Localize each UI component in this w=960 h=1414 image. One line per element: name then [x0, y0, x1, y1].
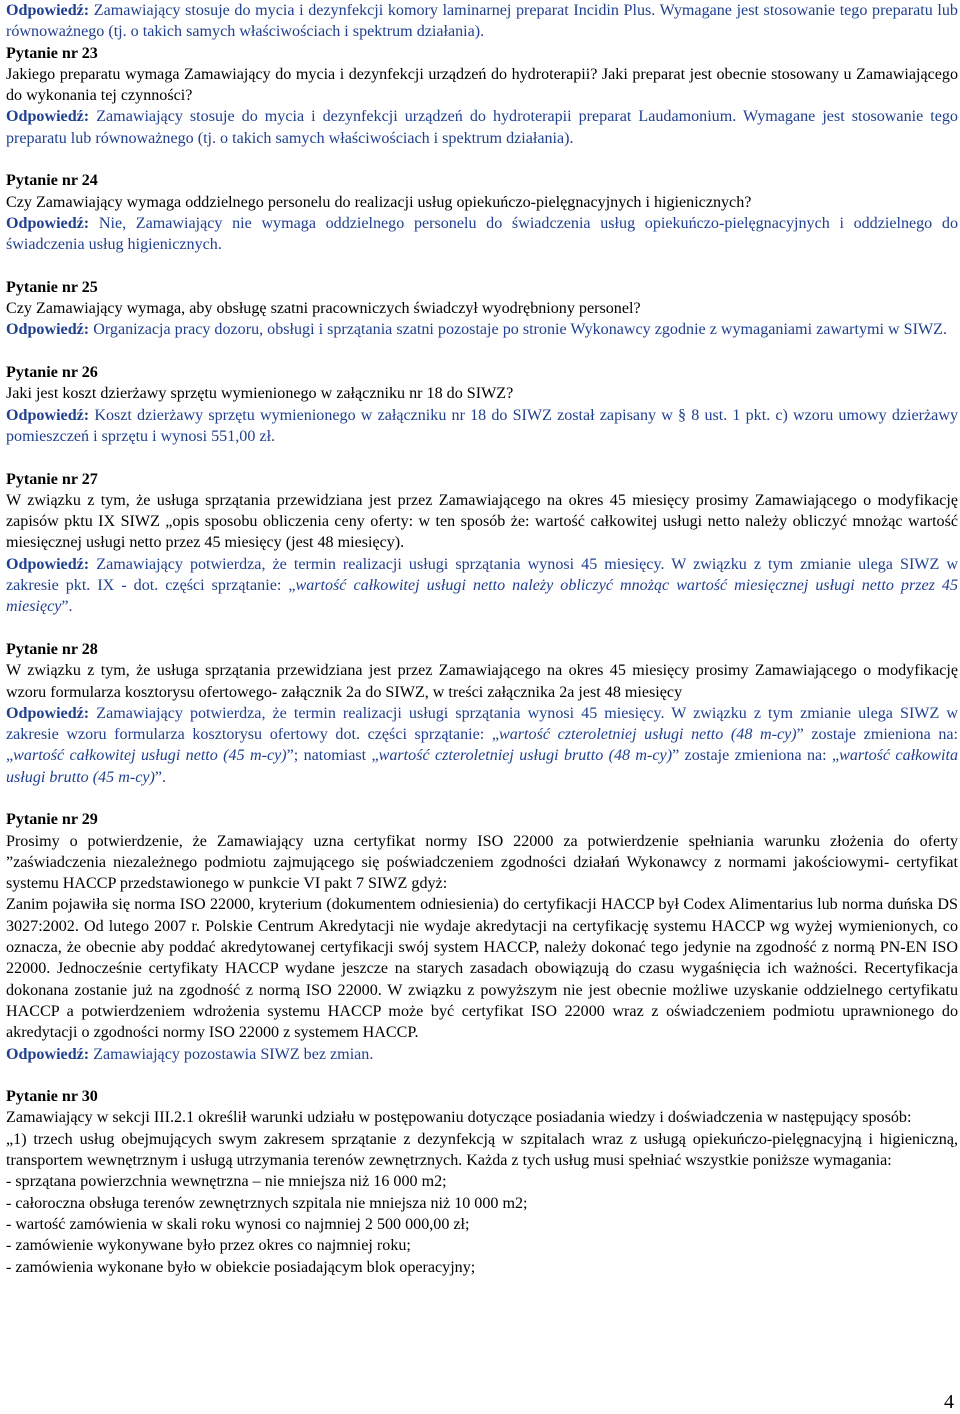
question-heading: Pytanie nr 30	[6, 1088, 98, 1106]
answer-text: ”.	[154, 768, 167, 786]
requirement-item: - zamówienia wykonane było w obiekcie posiadającym blok operacyjny;	[6, 1258, 476, 1276]
answer-text: ” zostaje zmieniona na: „	[672, 747, 840, 765]
question-section-27	[6, 469, 958, 618]
answer-paragraph	[6, 554, 958, 618]
answer-italic-text: wartość całkowitej usługi netto (45 m-cy)	[13, 747, 287, 765]
answer-label: Odpowiedź:	[6, 555, 90, 573]
question-text: W związku z tym, że usługa sprzątania przewidziana jest przez Zamawiającego na okres 45 miesięcy prosimy Zamawiającego o modyfikację zapisów pktu IX SIWZ „opis sposobu obliczenia ceny oferty: w ten sposób że: wartość całkowitej usługi netto należy obliczyć mnożąc wartość miesięcznej usługi netto przez 45 miesięcy (jest 48 miesięcy).	[6, 491, 958, 552]
answer-paragraph	[6, 213, 958, 256]
question-section-29	[6, 809, 958, 1065]
question-section-25	[6, 277, 958, 341]
answer-label: Odpowiedź:	[6, 108, 90, 126]
answer-text: Zamawiający pozostawia SIWZ bez zmian.	[93, 1045, 374, 1063]
document-page	[6, 0, 958, 1278]
answer-italic-text: wartość całkowita usługi brutto (45 m-cy)	[6, 747, 958, 786]
answer-label: Odpowiedź:	[6, 214, 90, 232]
answer-italic-text: wartość czteroletniej usługi netto (48 m-cy)	[499, 726, 797, 744]
answer-paragraph	[6, 319, 958, 340]
quoted-requirement: „1) trzech usług obejmujących swym zakresem sprzątanie z dezynfekcją w szpitalach wraz z usługą opiekuńczo-pielęgnacyjną i higieniczną, transportem wewnętrznym i usługą utrzymania terenów zewnętrznych. Każda z tych usług musi spełniać wszystkie poniższe wymagania:	[6, 1130, 958, 1170]
question-heading: Pytanie nr 24	[6, 172, 98, 190]
question-text: Zamawiający w sekcji III.2.1 określił warunki udziału w postępowaniu dotyczące posiadania wiedzy i doświadczenia w następujący sposób:	[6, 1109, 912, 1127]
answer-paragraph	[6, 106, 958, 149]
question-text: Czy Zamawiający wymaga, aby obsługę szatni pracowniczych świadczył wyodrębniony personel?	[6, 300, 641, 318]
answer-label: Odpowiedź:	[6, 1045, 90, 1063]
answer-italic-text: wartość czteroletniej usługi brutto (48 m-cy)	[378, 747, 673, 765]
page-number: 4	[944, 1391, 954, 1413]
answer-text: ” zostaje zmieniona na: „	[6, 726, 958, 765]
answer-text: ”; natomiast „	[286, 747, 379, 765]
question-text: W związku z tym, że usługa sprzątania przewidziana jest przez Zamawiającego na okres 45 miesięcy prosimy Zamawiającego o modyfikację wzoru formularza kosztorysu ofertowego- załącznik 2a do SIWZ, w treści załącznika 2a jest 48 miesięcy	[6, 662, 958, 701]
question-section-28	[6, 639, 958, 788]
answer-label: Odpowiedź:	[6, 2, 90, 19]
answer-paragraph	[6, 405, 958, 448]
question-heading: Pytanie nr 29	[6, 811, 98, 829]
answer-label: Odpowiedź:	[6, 704, 90, 722]
question-text: Jaki jest koszt dzierżawy sprzętu wymienionego w załączniku nr 18 do SIWZ?	[6, 385, 514, 403]
answer-text: Zamawiający potwierdza, że termin realizacji usługi sprzątania wynosi 45 miesięcy. W związku z tym zmianie ulega SIWZ w zakresie wzoru formularza kosztorysu ofertowy dot. części sprzątanie: „	[6, 704, 958, 744]
requirement-item: - całoroczna obsługa terenów zewnętrznych szpitala nie mniejsza niż 10 000 m2;	[6, 1194, 528, 1212]
answer-text: Zamawiający stosuje do mycia i dezynfekcji urządzeń do hydroterapii preparat Laudamonium. Wymagane jest stosowanie tego preparatu lub równoważnego (tj. o takich samych właściwościach i spektrum działania).	[6, 108, 958, 147]
question-heading: Pytanie nr 27	[6, 470, 98, 488]
requirement-item: - sprzątana powierzchnia wewnętrzna – nie mniejsza niż 16 000 m2;	[6, 1173, 447, 1191]
answer-text: Organizacja pracy dozoru, obsługi i sprzątania szatni pozostaje po stronie Wykonawcy zgodnie z wymaganiami zawartymi w SIWZ.	[93, 321, 948, 339]
question-section-30	[6, 1086, 958, 1278]
question-section-23	[6, 43, 958, 149]
answer-paragraph	[6, 1044, 958, 1065]
question-heading: Pytanie nr 28	[6, 640, 98, 658]
requirement-item: - wartość zamówienia w skali roku wynosi co najmniej 2 500 000,00 zł;	[6, 1215, 470, 1233]
question-text: Prosimy o potwierdzenie, że Zamawiający uzna certyfikat normy ISO 22000 za potwierdzenie spełniania warunku złożenia do oferty ”zaświadczenia niezależnego podmiotu zajmującego się poświadczeniem zgodności działań Wykonawcy z normami jakościowymi- certyfikat systemu HACCP przedstawionego w punkcie VI pakt 7 SIWZ gdyż:	[6, 832, 958, 893]
question-section-26	[6, 362, 958, 447]
answer-text: Nie, Zamawiający nie wymaga oddzielnego personelu do świadczenia usług opiekuńczo-pielęgnacyjnych i oddzielnego do świadczenia usług higienicznych.	[6, 214, 958, 254]
answer-text: Zamawiający potwierdza, że termin realizacji usługi sprzątania wynosi 45 miesięcy. W związku z tym zmianie ulega SIWZ w zakresie pkt. IX - dot. części sprzątanie: „	[6, 555, 958, 595]
answer-text: Koszt dzierżawy sprzętu wymienionego w załączniku nr 18 do SIWZ został zapisany w § 8 ust. 1 pkt. c) wzoru umowy dzierżawy pomieszczeń i sprzętu i wynosi 551,00 zł.	[6, 406, 958, 445]
question-text: Jakiego preparatu wymaga Zamawiający do mycia i dezynfekcji urządzeń do hydroterapii? Jaki preparat jest obecnie stosowany u Zamawiającego do wykonania tej czynności?	[6, 65, 958, 105]
question-text: Czy Zamawiający wymaga oddzielnego personelu do realizacji usług opiekuńczo-pielęgnacyjnych i higienicznych?	[6, 193, 752, 211]
question-text-continued: Zanim pojawiła się norma ISO 22000, kryterium (dokumentem odniesienia) do certyfikacji HACCP był Codex Alimentarius lub norma duńska DS 3027:2002. Od lutego 2007 r. Polskie Centrum Akredytacji nie wydaje akredytacji na certyfikację systemu HACCP wg wyżej wymienionych, co oznacza, że obecnie aby poddać akredytowanej certyfikacji swój system HACCP, należy dokonać tego jedynie na zgodność z normą PN-EN ISO 22000. Jednocześnie certyfikaty HACCP wydane jeszcze na starych zasadach obowiązują do czasu wygaśnięcia ich ważności. Recertyfikacja dokonana zostanie już na zgodność z normą ISO 22000. W związku z powyższym nie jest obecnie możliwe uzyskanie oddzielnego certyfikatu HACCP a potwierdzeniem wdrożenia systemu HACCP może być certyfikat ISO 22000 wraz z oświadczeniem podmiotu uprawnionego do akredytacji o zgodności normy ISO 22000 z systemem HACCP.	[6, 896, 958, 1042]
answer-text: ”.	[61, 598, 73, 616]
answer-label: Odpowiedź:	[6, 406, 90, 424]
intro-answer	[6, 0, 958, 43]
answer-paragraph	[6, 703, 958, 788]
requirement-item: - zamówienie wykonywane było przez okres co najmniej roku;	[6, 1237, 411, 1255]
question-heading: Pytanie nr 23	[6, 44, 98, 62]
answer-text: Zamawiający stosuje do mycia i dezynfekcji komory laminarnej preparat Incidin Plus. Wymagane jest stosowanie tego preparatu lub równoważnego (tj. o takich samych właściwościach i spektrum działania).	[6, 2, 958, 41]
question-section-24	[6, 170, 958, 255]
question-heading: Pytanie nr 25	[6, 278, 98, 296]
answer-label: Odpowiedź:	[6, 321, 90, 339]
answer-italic-text: wartość całkowitej usługi netto należy obliczyć mnożąc wartość miesięcznej usługi netto przez 45 miesięcy	[6, 577, 958, 616]
question-heading: Pytanie nr 26	[6, 364, 98, 382]
